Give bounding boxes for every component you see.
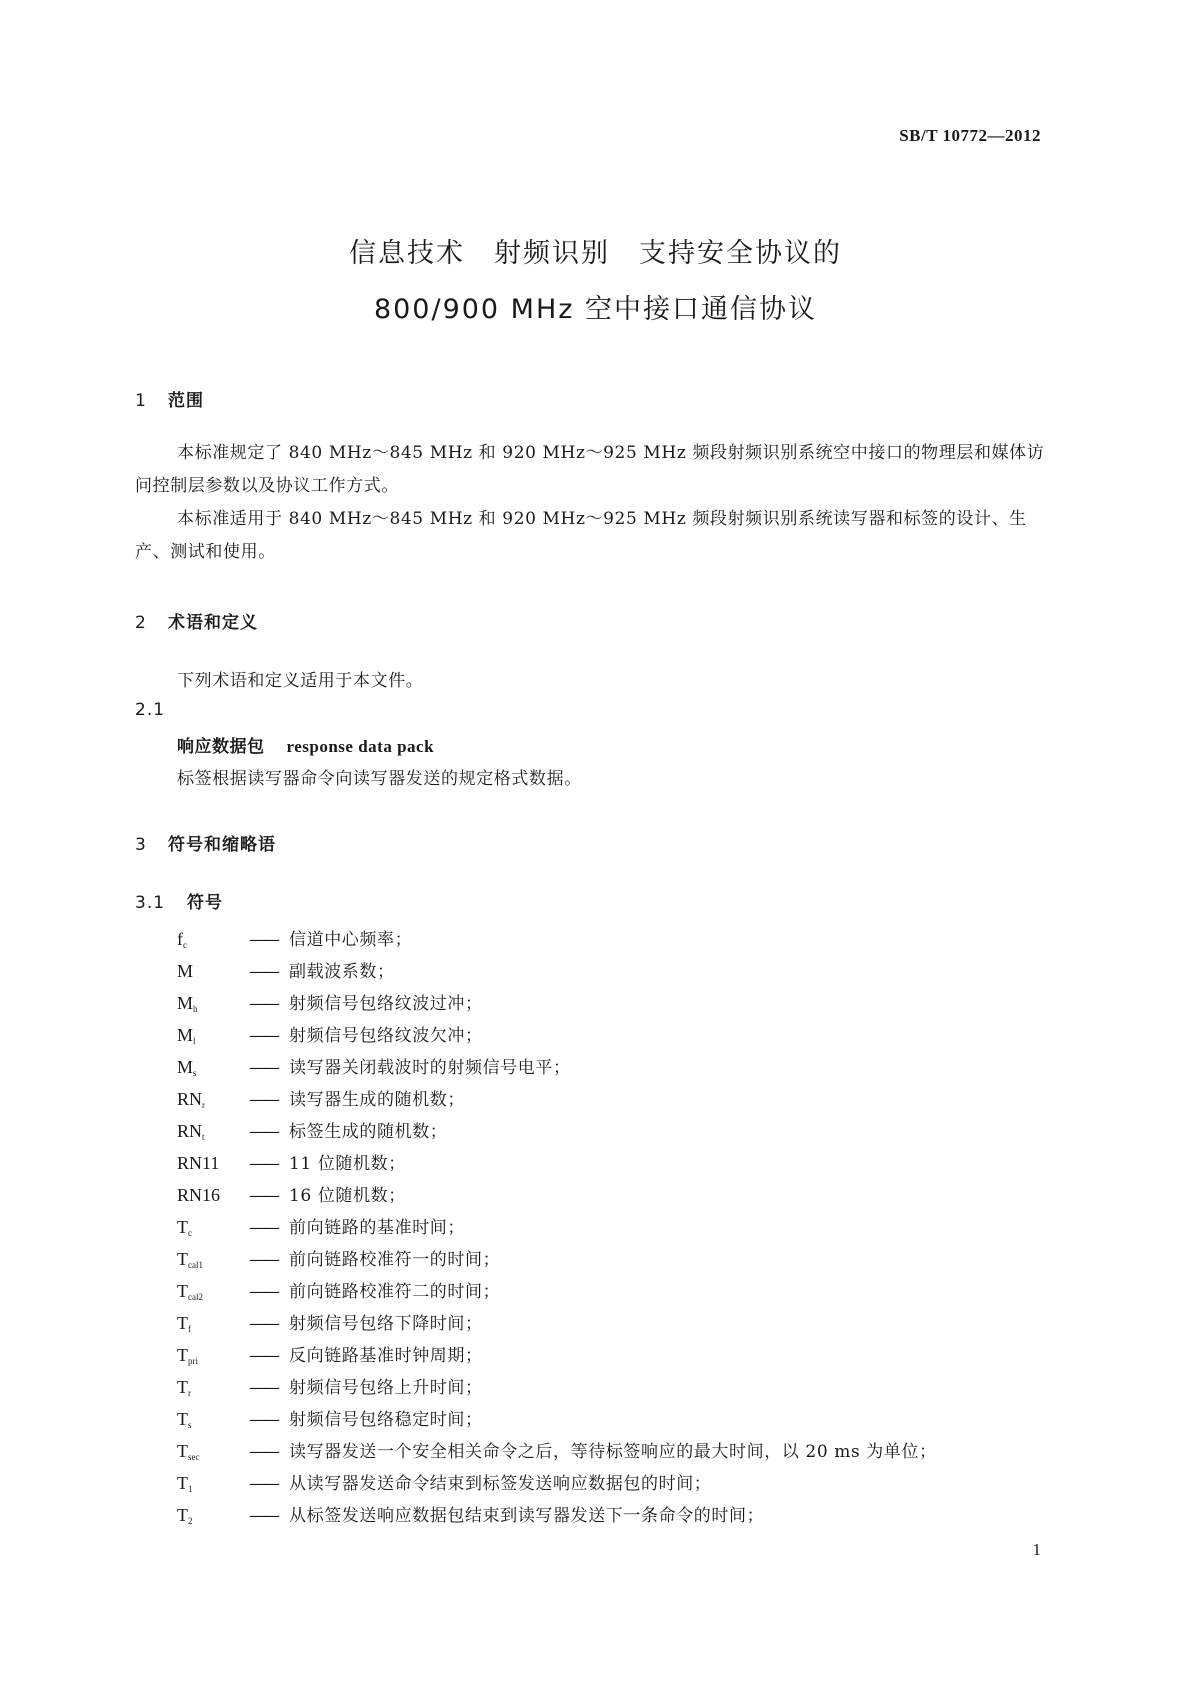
symbol-dash: ——	[249, 1346, 277, 1366]
document-title-line-1: 信息技术 射频识别 支持安全协议的	[349, 238, 842, 269]
symbol-row	[177, 1499, 937, 1531]
symbol-description: 射频信号包络下降时间；	[289, 1314, 483, 1334]
symbol-list	[177, 923, 937, 1531]
term-english: response data pack	[286, 737, 435, 756]
symbol-subscript: cal1	[188, 1260, 203, 1270]
symbol-dash: ——	[249, 1218, 277, 1238]
symbol-dash: ——	[249, 1058, 277, 1078]
symbol	[177, 955, 249, 987]
symbol-base: RN11	[177, 1153, 220, 1173]
symbol-base: M	[177, 961, 194, 981]
symbol-row	[177, 1435, 937, 1467]
symbol-description: 从标签发送响应数据包结束到读写器发送下一条命令的时间；	[289, 1506, 765, 1526]
symbol-dash: ——	[249, 1122, 277, 1142]
symbol-dash: ——	[249, 1154, 277, 1174]
symbol-subscript: 2	[188, 1516, 193, 1526]
section-3-heading	[135, 830, 276, 855]
symbol-subscript: sec	[188, 1452, 200, 1462]
symbol-description: 前向链路校准符二的时间；	[289, 1282, 501, 1302]
symbol-description: 读写器关闭载波时的射频信号电平；	[289, 1058, 571, 1078]
symbol-row	[177, 987, 937, 1019]
standard-code: SB/T 10772—2012	[899, 126, 1041, 145]
symbol-base: T	[177, 1249, 188, 1269]
symbol	[177, 1499, 249, 1537]
section-3-number: 3	[135, 835, 147, 855]
symbol-row	[177, 1179, 937, 1211]
symbol-description: 信道中心频率；	[289, 930, 413, 950]
symbol-row	[177, 1467, 937, 1499]
symbol-row	[177, 1403, 937, 1435]
symbol-subscript: f	[188, 1324, 191, 1334]
document-title-line-2: 800/900 MHz 空中接口通信协议	[373, 294, 818, 325]
symbol-row	[177, 1243, 937, 1275]
symbol-base: T	[177, 1505, 188, 1525]
symbol-description: 射频信号包络纹波过冲；	[289, 994, 483, 1014]
symbol-row	[177, 955, 937, 987]
symbol-description: 反向链路基准时钟周期；	[289, 1346, 483, 1366]
symbol-description: 读写器发送一个安全相关命令之后，等待标签响应的最大时间，以 20 ms 为单位；	[289, 1442, 937, 1462]
symbol-subscript: 1	[188, 1484, 193, 1494]
section-2-number: 2	[135, 613, 147, 633]
symbol-dash: ——	[249, 1186, 277, 1206]
symbol-dash: ——	[249, 1026, 277, 1046]
term-definition: 标签根据读写器命令向读写器发送的规定格式数据。	[177, 769, 582, 789]
page-number: 1	[1032, 1540, 1041, 1559]
symbol-base: RN	[177, 1089, 203, 1109]
symbol-subscript: t	[202, 1132, 205, 1142]
symbol-description: 射频信号包络上升时间；	[289, 1378, 483, 1398]
symbol-base: M	[177, 1025, 194, 1045]
symbol-description: 标签生成的随机数；	[289, 1122, 448, 1142]
symbol-base: T	[177, 1217, 188, 1237]
subsection-3-1-heading	[135, 888, 223, 913]
symbol-row	[177, 1147, 937, 1179]
term-number: 2.1	[135, 700, 166, 720]
section-1-body	[135, 437, 1057, 569]
symbol-dash: ——	[249, 1090, 277, 1110]
symbol-base: RN	[177, 1121, 203, 1141]
symbol-row	[177, 923, 937, 955]
symbol-base: RN16	[177, 1185, 221, 1205]
symbol-subscript: c	[188, 1228, 192, 1238]
symbol-subscript: pri	[188, 1356, 198, 1366]
symbol-base: T	[177, 1313, 188, 1333]
symbol-base: f	[177, 929, 183, 949]
symbol-description: 读写器生成的随机数；	[289, 1090, 465, 1110]
symbol-base: T	[177, 1281, 188, 1301]
symbol-row	[177, 1211, 937, 1243]
symbol-dash: ——	[249, 1314, 277, 1334]
symbol-dash: ——	[249, 1250, 277, 1270]
scope-paragraph-2: 本标准适用于 840 MHz～845 MHz 和 920 MHz～925 MHz 频段射频识别系统读写器和标签的设计、生产、测试和使用。	[135, 509, 1027, 562]
symbol-description: 射频信号包络纹波欠冲；	[289, 1026, 483, 1046]
term-chinese: 响应数据包	[177, 737, 265, 757]
symbol-dash: ——	[249, 1410, 277, 1430]
symbol	[177, 1147, 249, 1179]
symbol-base: T	[177, 1345, 188, 1365]
symbol-subscript: l	[193, 1036, 196, 1046]
symbol-subscript: c	[183, 940, 187, 950]
symbol-row	[177, 1371, 937, 1403]
symbol-description: 射频信号包络稳定时间；	[289, 1410, 483, 1430]
symbol-row	[177, 1115, 937, 1147]
symbol-description: 前向链路校准符一的时间；	[289, 1250, 501, 1270]
symbol-subscript: h	[193, 1004, 198, 1014]
term-entry	[177, 732, 434, 757]
section-2-title: 术语和定义	[168, 613, 258, 633]
section-2-heading	[135, 608, 258, 633]
symbol-description: 16 位随机数；	[289, 1186, 406, 1206]
symbol-subscript: s	[193, 1068, 197, 1078]
section-1-number: 1	[135, 391, 147, 411]
symbol	[177, 1179, 249, 1211]
symbol-description: 前向链路的基准时间；	[289, 1218, 465, 1238]
symbol-dash: ——	[249, 1378, 277, 1398]
symbol-base: T	[177, 1473, 188, 1493]
symbol-subscript: s	[188, 1420, 192, 1430]
symbol-row	[177, 1051, 937, 1083]
symbol-base: T	[177, 1409, 188, 1429]
symbol-dash: ——	[249, 930, 277, 950]
symbol-row	[177, 1307, 937, 1339]
symbol-base: M	[177, 993, 194, 1013]
subsection-3-1-title: 符号	[187, 893, 223, 913]
symbol-dash: ——	[249, 1282, 277, 1302]
symbol-subscript: r	[188, 1388, 191, 1398]
symbol-row	[177, 1339, 937, 1371]
section-1-heading	[135, 386, 204, 411]
symbol-dash: ——	[249, 1474, 277, 1494]
symbol-description: 从读写器发送命令结束到标签发送响应数据包的时间；	[289, 1474, 712, 1494]
symbol-row	[177, 1275, 937, 1307]
symbol-description: 副载波系数；	[289, 962, 395, 982]
symbol-subscript: r	[202, 1100, 206, 1110]
section-1-title: 范围	[168, 391, 204, 411]
symbol-dash: ——	[249, 1506, 277, 1526]
symbol-row	[177, 1083, 937, 1115]
symbol-base: M	[177, 1057, 194, 1077]
terms-intro: 下列术语和定义适用于本文件。	[177, 671, 424, 691]
symbol-description: 11 位随机数；	[289, 1154, 406, 1174]
symbol-dash: ——	[249, 962, 277, 982]
symbol-dash: ——	[249, 1442, 277, 1462]
subsection-3-1-number: 3.1	[135, 893, 166, 913]
section-3-title: 符号和缩略语	[168, 835, 276, 855]
symbol-base: T	[177, 1377, 188, 1397]
symbol-row	[177, 1019, 937, 1051]
symbol-subscript: cal2	[188, 1292, 203, 1302]
symbol-base: T	[177, 1441, 188, 1461]
symbol-dash: ——	[249, 994, 277, 1014]
scope-paragraph-1: 本标准规定了 840 MHz～845 MHz 和 920 MHz～925 MHz 频段射频识别系统空中接口的物理层和媒体访问控制层参数以及协议工作方式。	[135, 443, 1045, 496]
